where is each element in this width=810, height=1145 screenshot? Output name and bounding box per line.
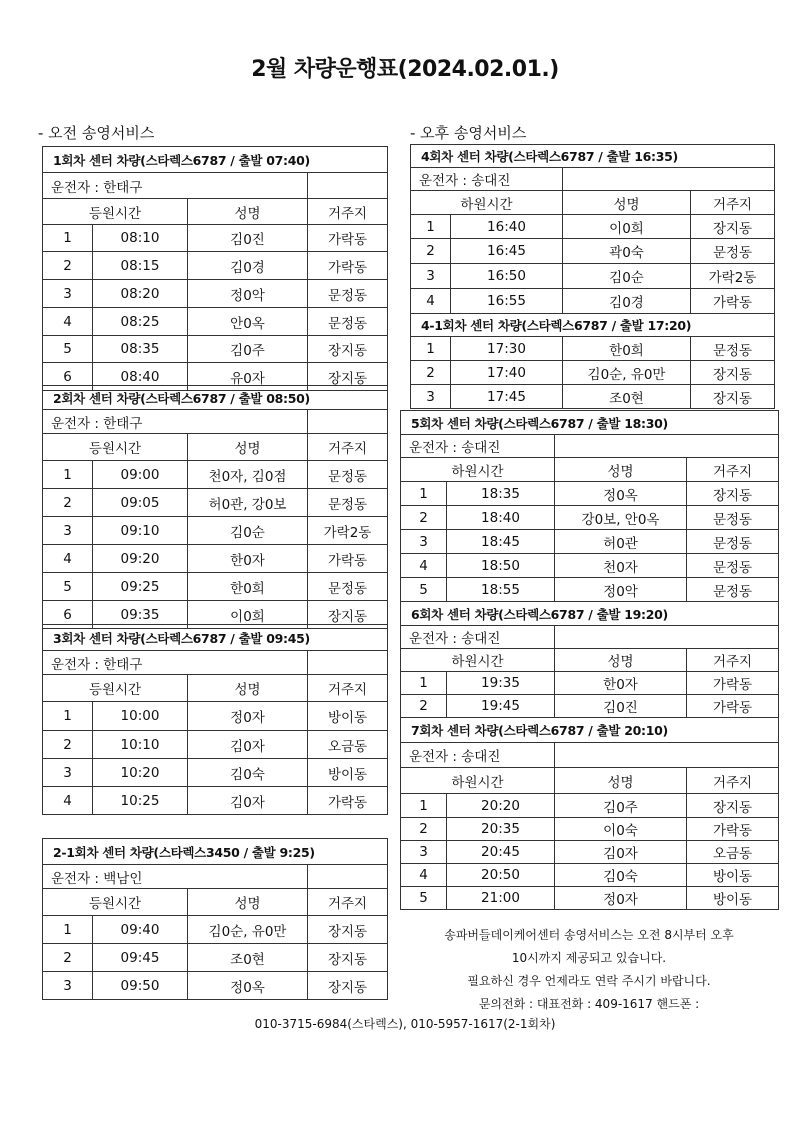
table-row <box>401 695 779 718</box>
col-header-name: 성명 <box>555 649 687 672</box>
row-name: 한0자 <box>555 672 687 695</box>
row-address: 장지동 <box>691 385 775 409</box>
afternoon-section-label: - 오후 송영서비스 <box>410 124 527 142</box>
row-address: 가락동 <box>691 289 775 314</box>
row-time: 21:00 <box>447 887 555 910</box>
row-name: 강0보, 안0옥 <box>555 506 687 530</box>
schedule-table-2-1 <box>42 838 388 1000</box>
row-number: 2 <box>401 818 447 841</box>
notice-line: 10시까지 제공되고 있습니다. <box>511 951 667 965</box>
row-number: 1 <box>401 794 447 818</box>
row-name: 안0옥 <box>188 308 308 336</box>
row-number: 1 <box>43 461 93 489</box>
table-row <box>43 972 388 1000</box>
row-name: 김0순 <box>563 264 691 289</box>
row-address: 장지동 <box>308 336 388 363</box>
table-header: 4회차 센터 차량(스타렉스6787 / 출발 16:35) <box>411 145 775 168</box>
row-number: 2 <box>43 252 93 280</box>
table-header: 1회차 센터 차량(스타렉스6787 / 출발 07:40) <box>43 147 388 173</box>
row-name: 유0자 <box>188 363 308 391</box>
row-address: 문정동 <box>687 530 779 554</box>
table-row <box>401 794 779 818</box>
row-time: 09:20 <box>93 545 188 573</box>
col-header-time: 등원시간 <box>43 199 188 225</box>
row-name: 김0순, 유0만 <box>188 916 308 944</box>
row-name: 김0순 <box>188 517 308 545</box>
row-name: 곽0숙 <box>563 239 691 264</box>
row-address: 가락동 <box>687 672 779 695</box>
row-number: 1 <box>401 672 447 695</box>
row-number: 2 <box>401 506 447 530</box>
row-address: 장지동 <box>691 361 775 385</box>
schedule-table-3 <box>42 624 388 815</box>
row-name: 정0옥 <box>188 972 308 1000</box>
row-time: 17:40 <box>451 361 563 385</box>
row-address: 방이동 <box>308 759 388 787</box>
row-number: 3 <box>43 759 93 787</box>
schedule-table-1 <box>42 146 388 391</box>
row-name: 정0옥 <box>555 482 687 506</box>
table-row <box>411 215 775 239</box>
col-header-name: 성명 <box>188 434 308 461</box>
row-name: 김0경 <box>563 289 691 314</box>
row-time: 16:45 <box>451 239 563 264</box>
row-name: 허0관 <box>555 530 687 554</box>
table-subheader: 4-1회차 센터 차량(스타렉스6787 / 출발 17:20) <box>411 314 775 337</box>
row-time: 08:25 <box>93 308 188 336</box>
row-address: 장지동 <box>308 944 388 972</box>
row-address: 장지동 <box>308 363 388 391</box>
schedule-table-4 <box>410 144 775 409</box>
row-name: 허0관, 강0보 <box>188 489 308 517</box>
row-number: 6 <box>43 601 93 629</box>
row-time: 10:25 <box>93 787 188 815</box>
row-name: 이0숙 <box>555 818 687 841</box>
row-time: 16:40 <box>451 215 563 239</box>
row-number: 6 <box>43 363 93 391</box>
row-name: 김0자 <box>188 731 308 759</box>
row-number: 2 <box>411 239 451 264</box>
row-time: 19:35 <box>447 672 555 695</box>
col-header-address: 거주지 <box>308 434 388 461</box>
row-number: 2 <box>43 489 93 517</box>
row-address: 장지동 <box>687 482 779 506</box>
row-address: 문정동 <box>687 506 779 530</box>
col-header-address: 거주지 <box>691 191 775 215</box>
row-time: 17:45 <box>451 385 563 409</box>
table-row <box>43 731 388 759</box>
driver-label: 운전자 : 백남인 <box>43 865 308 889</box>
row-time: 16:50 <box>451 264 563 289</box>
row-number: 5 <box>43 336 93 363</box>
table-row <box>43 916 388 944</box>
row-time: 16:55 <box>451 289 563 314</box>
row-address: 가락동 <box>687 695 779 718</box>
table-header: 5회차 센터 차량(스타렉스6787 / 출발 18:30) <box>401 411 779 435</box>
row-name: 김0진 <box>188 225 308 252</box>
table-row <box>43 280 388 308</box>
table-header: 3회차 센터 차량(스타렉스6787 / 출발 09:45) <box>43 625 388 651</box>
row-name: 정0자 <box>188 702 308 731</box>
schedule-table-2 <box>42 385 388 629</box>
col-header-address: 거주지 <box>308 889 388 916</box>
col-header-address: 거주지 <box>687 649 779 672</box>
table-row <box>401 530 779 554</box>
row-number: 4 <box>43 308 93 336</box>
table-row <box>43 702 388 731</box>
row-name: 이0희 <box>188 601 308 629</box>
table-header: 2-1회차 센터 차량(스타렉스3450 / 출발 9:25) <box>43 839 388 865</box>
table-row <box>43 759 388 787</box>
row-address: 문정동 <box>691 239 775 264</box>
row-time: 09:50 <box>93 972 188 1000</box>
row-time: 17:30 <box>451 337 563 361</box>
row-time: 09:05 <box>93 489 188 517</box>
row-address: 가락동 <box>308 225 388 252</box>
col-header-time: 하원시간 <box>411 191 563 215</box>
row-time: 09:00 <box>93 461 188 489</box>
table-header: 2회차 센터 차량(스타렉스6787 / 출발 08:50) <box>43 386 388 410</box>
driver-label: 운전자 : 한태구 <box>43 173 308 199</box>
row-time: 09:40 <box>93 916 188 944</box>
row-time: 18:55 <box>447 578 555 602</box>
col-header-name: 성명 <box>188 889 308 916</box>
notice-line: 문의전화 : 대표전화 : 409-1617 핸드폰 : <box>478 997 700 1011</box>
col-header-name: 성명 <box>563 191 691 215</box>
row-address: 문정동 <box>687 554 779 578</box>
col-header-time: 하원시간 <box>401 458 555 482</box>
row-time: 20:35 <box>447 818 555 841</box>
col-header-address: 거주지 <box>687 458 779 482</box>
row-time: 10:00 <box>93 702 188 731</box>
driver-label: 운전자 : 한태구 <box>43 651 308 675</box>
row-address: 문정동 <box>308 489 388 517</box>
row-address: 장지동 <box>691 215 775 239</box>
row-number: 5 <box>401 578 447 602</box>
table-row <box>43 517 388 545</box>
row-time: 20:50 <box>447 864 555 887</box>
table-row <box>43 944 388 972</box>
row-time: 08:20 <box>93 280 188 308</box>
col-header-name: 성명 <box>188 199 308 225</box>
row-name: 정0자 <box>555 887 687 910</box>
table-row <box>401 672 779 695</box>
row-name: 한0희 <box>188 573 308 601</box>
page-title: 2월 차량운행표(2024.02.01.) <box>251 57 559 82</box>
table-header: 7회차 센터 차량(스타렉스6787 / 출발 20:10) <box>401 718 779 743</box>
row-address: 장지동 <box>687 794 779 818</box>
col-header-name: 성명 <box>555 458 687 482</box>
table-row <box>43 545 388 573</box>
table-row <box>43 573 388 601</box>
row-time: 18:45 <box>447 530 555 554</box>
table-row <box>411 289 775 314</box>
row-number: 1 <box>43 225 93 252</box>
table-row <box>411 239 775 264</box>
table-row <box>43 787 388 815</box>
driver-label: 운전자 : 송대진 <box>401 626 555 649</box>
row-name: 김0숙 <box>555 864 687 887</box>
row-address: 문정동 <box>308 461 388 489</box>
table-header: 6회차 센터 차량(스타렉스6787 / 출발 19:20) <box>401 602 779 626</box>
row-address: 오금동 <box>687 841 779 864</box>
table-row <box>401 818 779 841</box>
row-address: 장지동 <box>308 916 388 944</box>
row-number: 3 <box>43 517 93 545</box>
row-name: 김0진 <box>555 695 687 718</box>
row-time: 09:35 <box>93 601 188 629</box>
row-address: 문정동 <box>691 337 775 361</box>
col-header-time: 등원시간 <box>43 889 188 916</box>
row-name: 정0악 <box>555 578 687 602</box>
row-number: 4 <box>43 545 93 573</box>
notice-line: 송파버들데이케어센터 송영서비스는 오전 8시부터 오후 <box>444 928 734 942</box>
table-row <box>43 461 388 489</box>
row-number: 3 <box>401 530 447 554</box>
row-number: 2 <box>43 944 93 972</box>
row-number: 3 <box>43 972 93 1000</box>
row-number: 1 <box>411 337 451 361</box>
row-time: 08:15 <box>93 252 188 280</box>
table-row <box>43 252 388 280</box>
row-number: 4 <box>411 289 451 314</box>
row-time: 19:45 <box>447 695 555 718</box>
table-row <box>401 554 779 578</box>
col-header-name: 성명 <box>188 675 308 702</box>
row-number: 3 <box>411 264 451 289</box>
row-name: 김0숙 <box>188 759 308 787</box>
row-address: 문정동 <box>687 578 779 602</box>
table-row <box>401 841 779 864</box>
table-row <box>411 264 775 289</box>
row-address: 장지동 <box>308 972 388 1000</box>
row-number: 3 <box>401 841 447 864</box>
notice-line: 필요하신 경우 언제라도 연락 주시기 바랍니다. <box>467 974 711 988</box>
morning-section-label: - 오전 송영서비스 <box>38 124 155 142</box>
row-address: 가락동 <box>308 545 388 573</box>
row-number: 3 <box>43 280 93 308</box>
contact-phones: 010-3715-6984(스타렉스), 010-5957-1617(2-1회차) <box>254 1017 556 1031</box>
schedule-table-5-6-7 <box>400 410 779 910</box>
row-name: 천0자 <box>555 554 687 578</box>
row-number: 2 <box>43 731 93 759</box>
row-time: 10:10 <box>93 731 188 759</box>
row-address: 오금동 <box>308 731 388 759</box>
row-name: 김0순, 유0만 <box>563 361 691 385</box>
row-time: 20:45 <box>447 841 555 864</box>
row-name: 정0악 <box>188 280 308 308</box>
row-name: 김0경 <box>188 252 308 280</box>
row-address: 방이동 <box>687 864 779 887</box>
table-row <box>411 385 775 409</box>
row-name: 이0희 <box>563 215 691 239</box>
table-row <box>43 336 388 363</box>
col-header-time: 하원시간 <box>401 768 555 794</box>
row-time: 09:25 <box>93 573 188 601</box>
row-name: 조0현 <box>563 385 691 409</box>
table-row <box>401 864 779 887</box>
row-name: 천0자, 김0점 <box>188 461 308 489</box>
row-number: 4 <box>401 554 447 578</box>
table-row <box>401 506 779 530</box>
driver-label: 운전자 : 송대진 <box>411 168 563 191</box>
col-header-time: 등원시간 <box>43 675 188 702</box>
table-row <box>411 337 775 361</box>
driver-label: 운전자 : 송대진 <box>401 435 555 458</box>
row-number: 5 <box>43 573 93 601</box>
table-row <box>43 489 388 517</box>
col-header-time: 등원시간 <box>43 434 188 461</box>
row-name: 김0주 <box>188 336 308 363</box>
table-row <box>43 308 388 336</box>
row-number: 1 <box>401 482 447 506</box>
row-number: 2 <box>411 361 451 385</box>
row-address: 장지동 <box>308 601 388 629</box>
row-address: 가락2동 <box>691 264 775 289</box>
row-time: 08:10 <box>93 225 188 252</box>
row-address: 가락2동 <box>308 517 388 545</box>
driver-label: 운전자 : 송대진 <box>401 743 555 768</box>
col-header-time: 하원시간 <box>401 649 555 672</box>
row-time: 08:35 <box>93 336 188 363</box>
row-time: 10:20 <box>93 759 188 787</box>
row-address: 문정동 <box>308 573 388 601</box>
table-row <box>401 887 779 910</box>
row-name: 한0자 <box>188 545 308 573</box>
row-time: 18:40 <box>447 506 555 530</box>
row-number: 4 <box>43 787 93 815</box>
row-number: 1 <box>43 702 93 731</box>
col-header-address: 거주지 <box>308 199 388 225</box>
table-row <box>411 361 775 385</box>
row-address: 방이동 <box>308 702 388 731</box>
table-row <box>401 578 779 602</box>
row-time: 09:10 <box>93 517 188 545</box>
row-name: 김0자 <box>555 841 687 864</box>
row-number: 3 <box>411 385 451 409</box>
row-name: 김0자 <box>188 787 308 815</box>
row-name: 조0현 <box>188 944 308 972</box>
row-address: 문정동 <box>308 308 388 336</box>
row-time: 18:35 <box>447 482 555 506</box>
row-address: 방이동 <box>687 887 779 910</box>
row-number: 5 <box>401 887 447 910</box>
row-address: 가락동 <box>687 818 779 841</box>
row-time: 18:50 <box>447 554 555 578</box>
driver-label: 운전자 : 한태구 <box>43 410 308 434</box>
table-row <box>43 225 388 252</box>
row-name: 한0희 <box>563 337 691 361</box>
col-header-name: 성명 <box>555 768 687 794</box>
row-address: 가락동 <box>308 787 388 815</box>
row-time: 20:20 <box>447 794 555 818</box>
row-name: 김0주 <box>555 794 687 818</box>
row-address: 문정동 <box>308 280 388 308</box>
row-time: 08:40 <box>93 363 188 391</box>
service-notice <box>400 924 778 1016</box>
col-header-address: 거주지 <box>308 675 388 702</box>
row-address: 가락동 <box>308 252 388 280</box>
row-time: 09:45 <box>93 944 188 972</box>
row-number: 1 <box>411 215 451 239</box>
row-number: 2 <box>401 695 447 718</box>
table-row <box>401 482 779 506</box>
col-header-address: 거주지 <box>687 768 779 794</box>
row-number: 4 <box>401 864 447 887</box>
row-number: 1 <box>43 916 93 944</box>
